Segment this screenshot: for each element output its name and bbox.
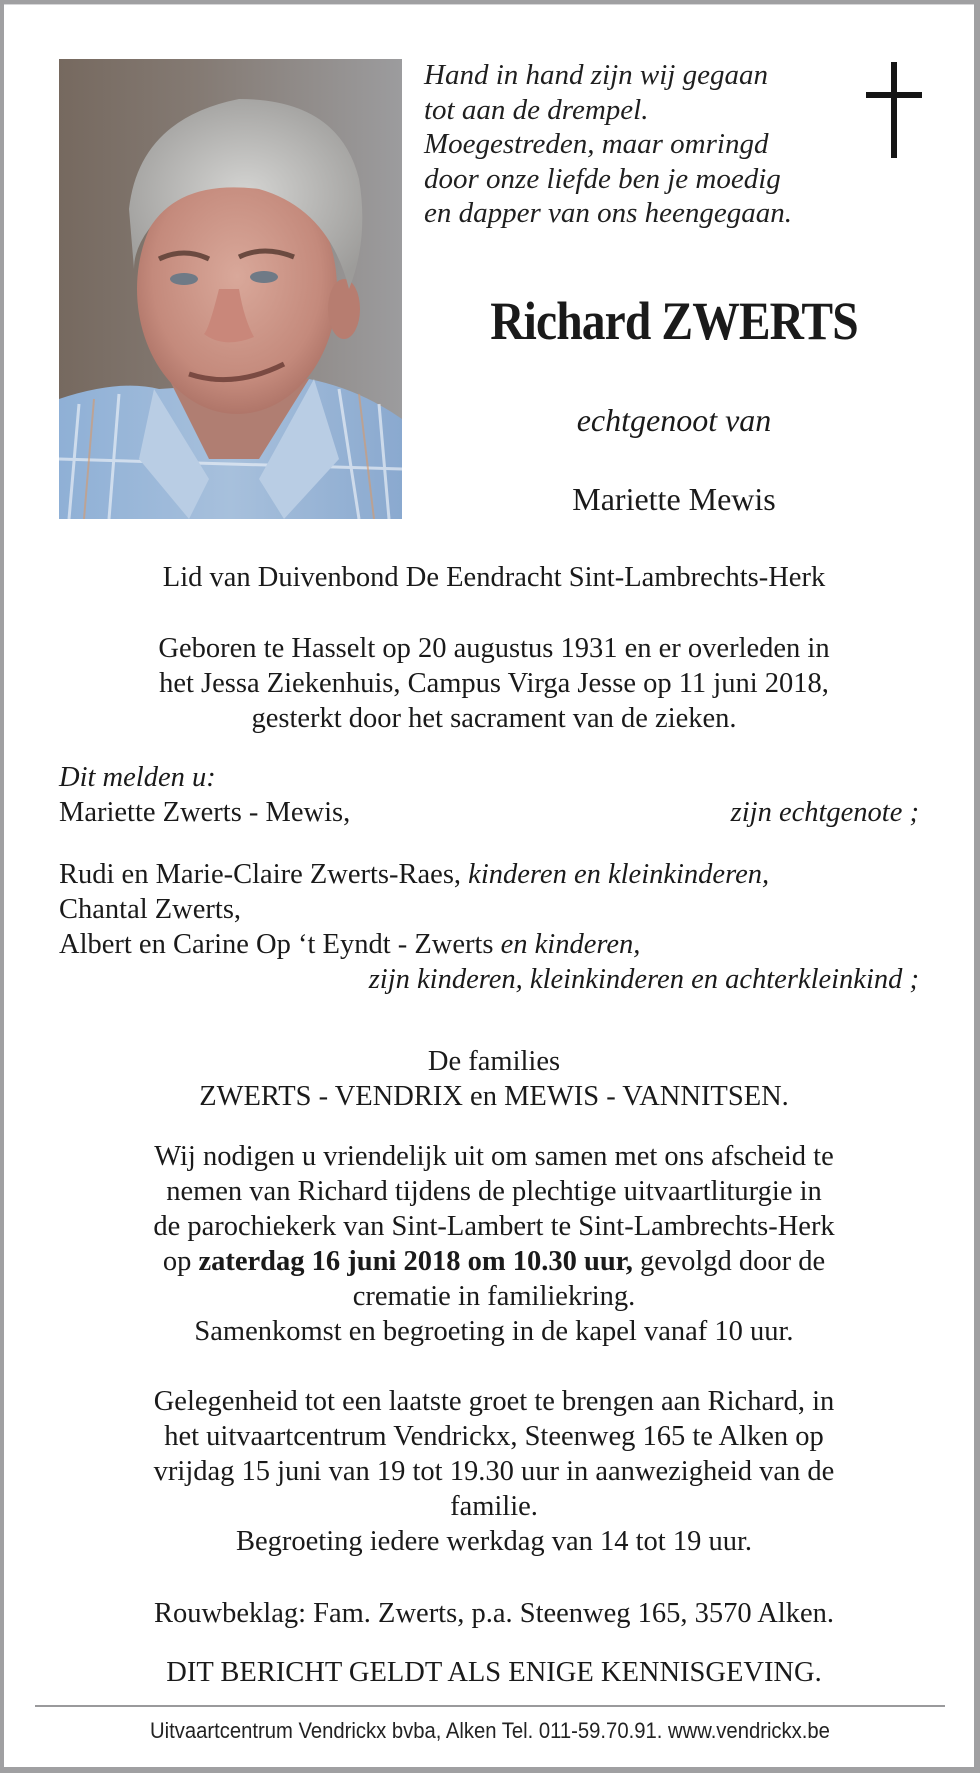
cross-horizontal-bar [866,92,922,98]
portrait-photo [59,59,402,519]
spouse-row [59,795,919,830]
footer-funeral-home: Uitvaartcentrum Vendrickx bvba, Alken Tel. 011-59.70.91. www.vendrickx.be [150,1718,830,1743]
families-block [44,1044,944,1114]
condolences-line: Rouwbeklag: Fam. Zwerts, p.a. Steenweg 165, 3570 Alken. [154,1598,834,1629]
cross-icon [866,62,926,162]
portrait-image-icon [59,59,402,519]
announcers-block [59,760,919,997]
poem-line: door onze liefde ben je moedig [424,162,781,195]
membership-line: Lid van Duivenbond De Eendracht Sint-Lambrechts-Herk [162,562,826,593]
poem-line: tot aan de drempel. [424,93,649,126]
viewing-paragraph: Gelegenheid tot een laatste groet te brengen aan Richard, in het uitvaartcentrum Vendrickx, Steenweg 165 te Alken op vrijdag 15 juni van 19 tot 19.30 uur in aanwezigheid van de familie. Begroeting iedere werkdag van 14 tot 19 uur. [153,1386,835,1557]
relation-label: echtgenoot van [576,402,772,438]
children-role: zijn kinderen, kleinkinderen en achterkleinkind ; [368,964,919,995]
families-names: ZWERTS - VENDRIX en MEWIS - VANNITSEN. [199,1081,789,1112]
deceased-name: Richard ZWERTS [490,291,858,351]
spouse-row-role: zijn echtgenote ; [730,797,919,828]
birth-death-paragraph: Geboren te Hasselt op 20 augustus 1931 en er overleden in het Jessa Ziekenhuis, Campus Virga Jesse op 11 juni 2018, gesterkt door het sacrament van de zieken. [158,633,830,734]
poem-line: Moegestreden, maar omringd [424,128,769,160]
child-row: Rudi en Marie-Claire Zwerts-Raes, kinderen en kleinkinderen, [59,859,770,890]
spouse-row-name: Mariette Zwerts - Mewis, [59,797,351,828]
child-row: Albert en Carine Op ‘t Eyndt - Zwerts en kinderen, [59,929,641,960]
spouse-name: Mariette Mewis [572,481,776,517]
obituary-card [4,4,974,1767]
footer-divider [35,1705,945,1707]
notice-line: DIT BERICHT GELDT ALS ENIGE KENNISGEVING. [166,1657,822,1688]
child-row: Chantal Zwerts, [59,894,242,925]
poem-line: en dapper van ons heengegaan. [424,197,793,229]
families-label: De families [427,1046,561,1077]
funeral-paragraph: Wij nodigen u vriendelijk uit om samen met ons afscheid te nemen van Richard tijdens de plechtige uitvaartliturgie in de parochiekerk van Sint-Lambert te Sint-Lambrechts-Herk op zaterdag 16 juni 2018 om 10.30 uur, gevolgd door de crematie in familiekring. Samenkomst en begroeting in de kapel vanaf 10 uur. [44,1139,944,1349]
funeral-datetime: zaterdag 16 juni 2018 om 10.30 uur, [198,1246,633,1277]
memorial-poem [424,58,864,231]
funeral-date-line: op zaterdag 16 juni 2018 om 10.30 uur, gevolgd door de [162,1246,826,1277]
announcers-intro: Dit melden u: [59,762,216,793]
poem-line: Hand in hand zijn wij gegaan [424,59,768,91]
cross-vertical-bar [891,62,897,158]
